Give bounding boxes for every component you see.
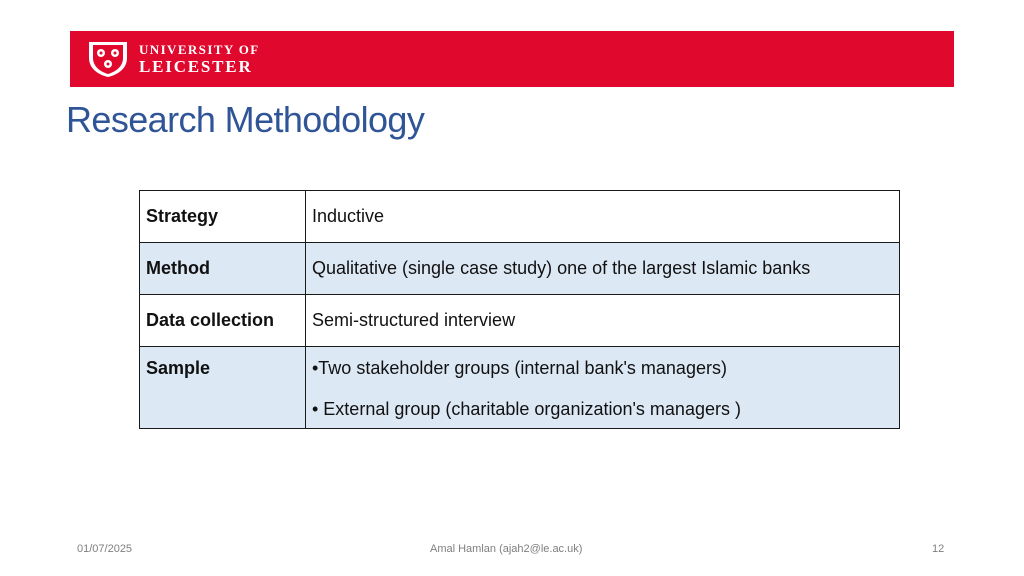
table-row-strategy bbox=[140, 191, 900, 243]
row-label: Method bbox=[140, 243, 306, 295]
row-label: Data collection bbox=[140, 295, 306, 347]
footer-page-number: 12 bbox=[932, 543, 945, 555]
slide-title: Research Methodology bbox=[66, 99, 425, 140]
logo-line-university: UNIVERSITY OF bbox=[139, 42, 260, 57]
logo-wordmark bbox=[139, 43, 260, 75]
header-banner bbox=[70, 31, 954, 87]
row-value: Semi-structured interview bbox=[306, 295, 900, 347]
row-value bbox=[306, 347, 900, 429]
row-value: Qualitative (single case study) one of the largest Islamic banks bbox=[306, 243, 900, 295]
row-label: Sample bbox=[140, 347, 306, 429]
row-value: Inductive bbox=[306, 191, 900, 243]
table-row-data-collection bbox=[140, 295, 900, 347]
sample-bullet-internal: •Two stakeholder groups (internal bank's managers) bbox=[312, 358, 727, 378]
table-row-method bbox=[140, 243, 900, 295]
sample-bullet-external: • External group (charitable organization's managers ) bbox=[312, 399, 741, 419]
logo-line-leicester: LEICESTER bbox=[139, 57, 253, 76]
row-label: Strategy bbox=[140, 191, 306, 243]
methodology-table bbox=[139, 190, 900, 429]
table-row-sample bbox=[140, 347, 900, 429]
university-crest-icon bbox=[86, 40, 130, 78]
footer-author: Amal Hamlan (ajah2@le.ac.uk) bbox=[430, 543, 583, 555]
footer-date: 01/07/2025 bbox=[77, 543, 133, 555]
university-logo bbox=[86, 40, 260, 78]
